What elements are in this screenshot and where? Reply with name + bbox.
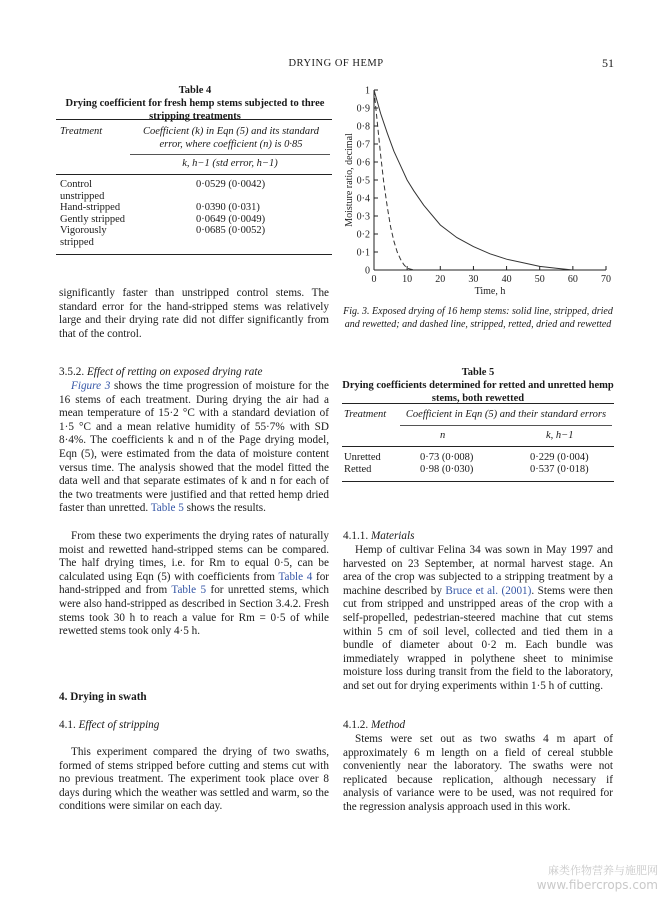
section-4-heading: 4. Drying in swath — [59, 691, 147, 703]
table4-subheader: k, h−1 (std error, h−1) — [182, 158, 278, 169]
table4-sub-rule — [130, 154, 330, 155]
section-number: 4.1.2. — [343, 719, 369, 731]
table5-body — [344, 452, 612, 475]
figure3-chart — [340, 80, 620, 300]
table5-n: 0·98 (0·030) — [420, 463, 474, 475]
table5-col2-header: Coefficient in Eqn (5) and their standard errors — [405, 409, 607, 420]
table4-caption: Drying coefficient for fresh hemp stems subjected to three stripping treatments — [65, 98, 325, 122]
table4-top-rule — [56, 119, 332, 120]
section-4-1-2-heading — [343, 719, 405, 731]
y-tick-label: 0·8 — [356, 121, 370, 133]
table5-k: 0·229 (0·004) — [530, 452, 589, 463]
section-title: Materials — [370, 530, 415, 542]
table5-col1-header: Treatment — [344, 409, 387, 420]
table5-sub-n: n — [440, 430, 446, 441]
y-tick-label: 0·3 — [356, 211, 370, 223]
table5-bottom-rule — [342, 481, 614, 482]
table4-treatment: Hand-stripped — [60, 202, 121, 213]
table-row — [344, 464, 612, 476]
y-tick-label: 0·7 — [356, 139, 370, 151]
section-number: 4.1.1. — [343, 530, 369, 542]
table5-caption-block — [342, 366, 614, 405]
y-tick-label: 0·4 — [356, 193, 370, 205]
section-title: Effect of retting on exposed drying rate — [86, 366, 263, 378]
table5-treatment: Unretted — [344, 452, 381, 463]
chart-plot-area — [344, 86, 611, 298]
table5-header-rule — [342, 446, 614, 447]
running-title: DRYING OF HEMP — [288, 58, 384, 69]
y-tick-label: 0·5 — [356, 175, 370, 187]
x-tick-label: 30 — [468, 274, 479, 285]
dashed-series-line — [374, 90, 414, 270]
x-tick-label: 50 — [534, 274, 545, 285]
table4-value: 0·0649 (0·0049) — [196, 213, 266, 225]
y-axis-label: Moisture ratio, decimal — [344, 133, 355, 227]
figure3-link[interactable]: Figure 3 — [71, 380, 111, 392]
table4-value: 0·0390 (0·031) — [196, 202, 260, 213]
table-row — [60, 202, 330, 214]
figure3-caption: Fig. 3. Exposed drying of 16 hemp stems: solid line, stripped, dried and rewetted; and dashed line, stripped, retted, dried and rewetted — [343, 306, 613, 330]
table4-header-rule — [56, 174, 332, 175]
solid-series-line — [374, 90, 573, 270]
y-tick-label: 0 — [365, 265, 370, 277]
section-title: Method — [370, 719, 406, 731]
section-number: 3.5.2. — [59, 366, 85, 378]
table4-link[interactable]: Table 4 — [278, 570, 313, 583]
table4-treatment: Control unstripped — [60, 179, 105, 202]
paragraph-swath-experiment: This experiment compared the drying of two swaths, formed of stems stripped before cutting and stems cut with no previous treatment. The experiment took place over 8 days during which the weather was settled and warm, so the conditions were similar on each day. — [59, 746, 329, 813]
table4-caption-block — [56, 84, 334, 123]
x-tick-label: 70 — [601, 274, 611, 285]
paragraph-text: . Stems were then cut from stripped and unstripped areas of the crop with a self-propelled, pedestrian-steered machine that cut stems within 5 cm of soil level, collected and tied them in a bundle of diameter about 0·2 m. Each bundle was immediately wrapped in polythene sheet to minimise moisture loss during transit from the field to the laboratory, and set out for drying experiments within 1·5 h of cutting. — [343, 584, 613, 692]
x-tick-label: 40 — [501, 274, 512, 285]
paragraph-stripping-result: significantly faster than unstripped control stems. The standard error for the hand-stripped stems was relatively large and their drying rate did not differ significantly from that of the control. — [59, 287, 329, 340]
paragraph-text: shows the time progression of moisture for the 16 stems of each treatment. During drying the air had a mean temperature of 15·2 °C with a standard deviation of 1·5 °C and a mean relative humidity of 55·7% with SD 8·4%. The coefficients k and n of the Page drying model, Eqn (5), were estimated from the data of moisture content versus time. The analysis showed that the model fitted the data well and that separate estimates of k and n for each of the two treatments were justified and that retted hemp dried faster than unretted. — [59, 380, 329, 515]
section-4-1-heading — [59, 719, 159, 731]
table4-treatment: Vigorously stripped — [60, 225, 107, 248]
paragraph-comparison — [59, 530, 329, 639]
x-tick-label: 0 — [371, 274, 377, 285]
watermark-url: www.fibercrops.com — [536, 878, 658, 892]
table5-label: Table 5 — [461, 367, 495, 378]
table5-sub-k: k, h−1 — [546, 430, 574, 441]
table5-sub-rule — [400, 425, 612, 426]
table4-value: 0·0685 (0·0052) — [196, 225, 266, 236]
table5-k: 0·537 (0·018) — [530, 463, 589, 475]
table4-col1-header: Treatment — [60, 126, 103, 137]
section-title: Effect of stripping — [78, 719, 160, 731]
table4-label: Table 4 — [178, 85, 212, 96]
page-number: 51 — [602, 56, 614, 70]
paragraph-retting — [59, 380, 329, 516]
y-tick-label: 0·1 — [356, 247, 370, 259]
table-row — [60, 225, 330, 248]
paragraph-text: From these two experiments the drying rates of naturally moist and rewetted hand-stripped stems can be compared. The half drying times, i.e. for Rm to equal 0·5, can be calculated using Eqn (5) with coefficients from — [59, 530, 329, 583]
table-row — [344, 452, 612, 464]
table-row — [60, 214, 330, 226]
table4-treatment: Gently stripped — [60, 213, 126, 225]
table4-body — [60, 179, 330, 248]
paragraph-text: for unretted stems, which were also hand-stripped as described in Section 3.4.2. Fresh stems took 30 h to reach a value for Rm = 0·5 of while rewetted stems took only 4·5 h. — [59, 584, 329, 638]
x-tick-label: 20 — [435, 274, 446, 285]
paragraph-text: Hemp of cultivar Felina 34 was sown in May 1997 and harvested on 23 September, at normal harvest stage. An area of the crop was subjected to a stripping treatment by a machine described by — [343, 544, 613, 597]
table5-treatment: Retted — [344, 463, 372, 475]
y-tick-label: 0·9 — [356, 103, 370, 115]
x-axis-label: Time, h — [474, 286, 506, 297]
running-header — [0, 58, 672, 69]
table5-top-rule — [342, 403, 614, 404]
table5-link[interactable]: Table 5 — [150, 502, 184, 515]
table4-col2-header: Coefficient (k) in Eqn (5) and its standard error, where coefficient (n) is 0·85 — [142, 126, 320, 150]
paragraph-materials — [343, 544, 613, 694]
watermark-cn: 麻类作物营养与施肥网 — [548, 864, 658, 877]
table4-bottom-rule — [56, 254, 332, 255]
table5-link[interactable]: Table 5 — [171, 584, 207, 597]
x-tick-label: 60 — [567, 274, 578, 285]
section-4-1-1-heading — [343, 530, 414, 542]
citation-link[interactable]: Bruce et al. (2001) — [445, 584, 532, 597]
x-tick-label: 10 — [402, 274, 413, 285]
y-tick-label: 1 — [365, 85, 370, 97]
table-row — [60, 179, 330, 202]
table5-caption: Drying coefficients determined for retted and unretted hemp stems, both rewetted — [342, 380, 614, 404]
y-tick-label: 0·2 — [356, 229, 370, 241]
y-tick-label: 0·6 — [356, 157, 370, 169]
paragraph-text-end: shows the results. — [183, 502, 266, 515]
table5-n: 0·73 (0·008) — [420, 452, 474, 463]
paragraph-method: Stems were set out as two swaths 4 m apart of approximately 6 m length on a field of cereal stubble conveniently near the laboratory. The swaths were not replicated because replication, although necessary if analysis of variance were to be used, was not required for the regression analysis approach used in this work. — [343, 733, 613, 813]
table4-value: 0·0529 (0·0042) — [196, 179, 266, 190]
paragraph-text: for hand-stripped and from — [59, 570, 330, 597]
section-number: 4.1. — [59, 719, 76, 731]
section-3-5-2-heading — [59, 366, 262, 378]
